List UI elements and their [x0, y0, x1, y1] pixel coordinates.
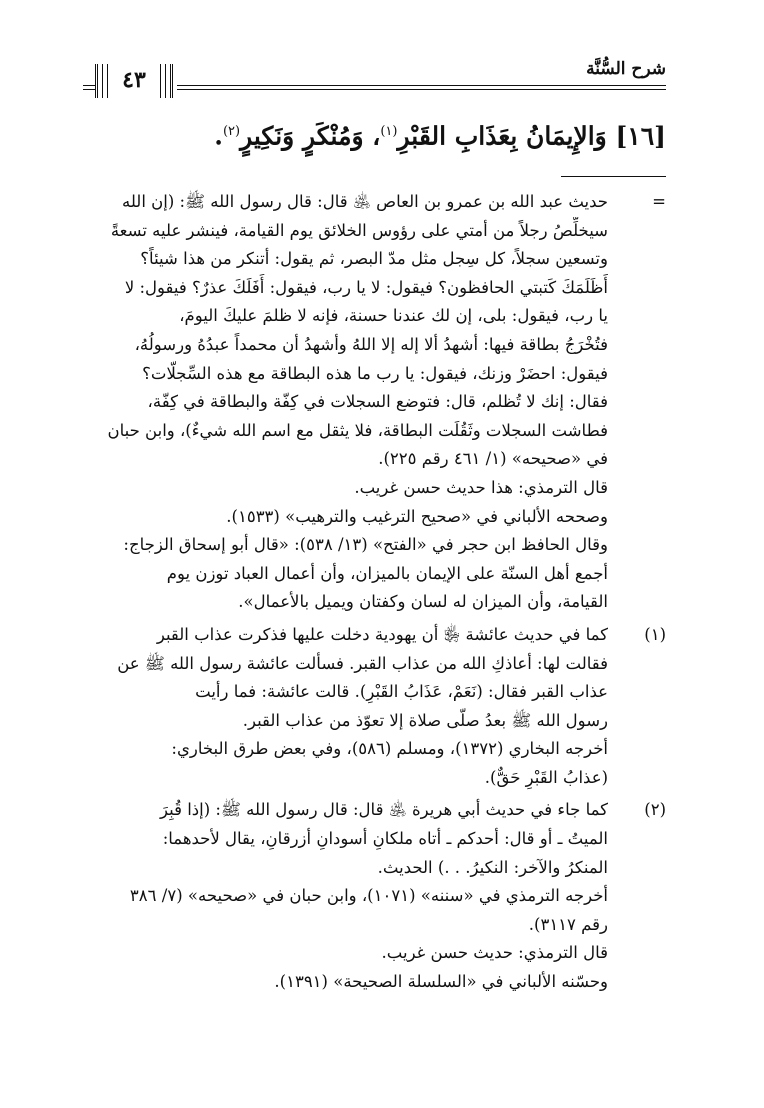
footnote-ref-2: (٢) — [222, 124, 241, 139]
footnote-continued — [92, 188, 666, 617]
footnote-line: فقالت لها: أعاذكِ الله من عذاب القبر. فسألت عائشة رسول الله ﷺ عن — [117, 653, 608, 673]
header-rule-tail — [83, 85, 95, 90]
footnotes — [92, 188, 666, 997]
footnote-line: حديث عبد الله بن عمرو بن العاص ﵁ قال: قال رسول الله ﷺ: (إن الله — [122, 192, 608, 211]
footnote-ref-1: (١) — [380, 124, 398, 139]
statement-end: . — [214, 121, 223, 151]
footnote-divider — [561, 176, 666, 177]
footnote-line: سيخلِّصُ رجلاً من أمتي على رؤوس الخلائق يوم القيامة، فينشر عليه تسعةً — [110, 220, 608, 240]
footnote-1 — [92, 621, 666, 793]
footnote-line: فقال: إنك لا تُظلم، قال: فتوضع السجلات في كِفّة والبطاقة في كِفّة، — [147, 392, 608, 412]
footnote-marker: (١) — [644, 624, 666, 644]
footnote-line: وتسعين سجلاً، كل سِجل مثل مدّ البصر، ثم يقول: أتنكر من هذا شيئاً؟ — [140, 249, 608, 269]
footnote-marker: (٢) — [644, 800, 666, 820]
footnote-line: أخرجه البخاري (١٣٧٢)، ومسلم (٥٨٦)، وفي بعض طرق البخاري: — [171, 739, 608, 759]
footnote-line: القيامة، وأن الميزان له لسان وكفتان ويميل بالأعمال». — [238, 592, 608, 612]
main-statement — [95, 112, 666, 156]
footnote-line: (عذابُ القَبْرِ حَقٌّ). — [484, 767, 608, 787]
page-number: ٤٣ — [122, 67, 146, 93]
page-number-box — [95, 64, 173, 98]
footnote-line: الميتُ ـ أو قال: أحدكم ـ أتاه ملكانِ أسودانِ أزرقانِ، يقال لأحدهما: — [162, 829, 608, 849]
footnote-line: أجمع أهل السنّة على الإيمان بالميزان، وأن أعمال العباد توزن يوم — [166, 563, 608, 583]
footnote-line: فيقول: احضَرْ وزنك، فيقول: يا رب ما هذه البطاقة مع هذه السِّجلّات؟ — [142, 363, 608, 383]
header-rule — [177, 85, 666, 90]
footnote-line: فتُخْرَجُ بطاقة فيها: أشهدُ ألا إله إلا اللهُ وأشهدُ أن محمداً عبدُهُ ورسولُهُ، — [134, 334, 608, 354]
footnote-line: في «صحيحه» (١/ ٤٦١ رقم ٢٢٥). — [378, 449, 608, 469]
footnote-line: يا رب، فيقول: بلى، إن لك عندنا حسنة، فإنه لا ظلمَ عليكَ اليومَ، — [179, 306, 608, 326]
footnote-2 — [92, 796, 666, 996]
statement-number: [١٦] — [615, 121, 666, 151]
footnote-marker: = — [652, 192, 666, 211]
footnote-line: فطاشت السجلات وثَقُلَت البطاقة، فلا يثقل مع اسم الله شيءٌ)، وابن حبان — [107, 420, 608, 440]
footnote-line: عذاب القبر فقال: (نَعَمْ، عَذَابُ القَبْرِ). قالت عائشة: فما رأيت — [195, 682, 608, 702]
footnote-line: وحسّنه الألباني في «السلسلة الصحيحة» (١٣٩١). — [274, 972, 608, 992]
footnote-line: وقال الحافظ ابن حجر في «الفتح» (١٣/ ٥٣٨): «قال أبو إسحاق الزجاج: — [123, 535, 608, 555]
running-title: شرح السُّنَّة — [586, 59, 666, 79]
footnote-line: وصححه الألباني في «صحيح الترغيب والترهيب» (١٥٣٣). — [226, 506, 608, 526]
footnote-line: أخرجه الترمذي في «سننه» (١٠٧١)، وابن حبان في «صحيحه» (٧/ ٣٨٦ — [129, 886, 608, 906]
footnote-line: قال الترمذي: حديث حسن غريب. — [381, 943, 608, 963]
footnote-line: رقم ٣١١٧). — [528, 914, 608, 934]
statement-text-part1: وَالإِيمَانُ بِعَذَابِ القَبْرِ — [397, 121, 607, 151]
footnote-line: كما جاء في حديث أبي هريرة ﵁ قال: قال رسول الله ﷺ: (إذا قُبِرَ — [159, 800, 608, 820]
page-header — [95, 58, 666, 102]
statement-text-part2: ، وَمُنْكَرٍ وَنَكِيرٍ — [240, 121, 381, 151]
footnote-line: أَظَلَمَكَ كَتبتي الحافظون؟ فيقول: لا يا رب، فيقول: أَفَلَكَ عذرٌ؟ فيقول: لا — [124, 277, 608, 297]
footnote-line: المنكرُ والآخر: النكيرُ. . .) الحديث. — [377, 857, 608, 877]
footnote-line: قال الترمذي: هذا حديث حسن غريب. — [354, 477, 608, 497]
footnote-line: رسول الله ﷺ بعدُ صلّى صلاة إلا تعوّذ من عذاب القبر. — [242, 710, 608, 730]
footnote-line: كما في حديث عائشة ﵂ أن يهودية دخلت عليها فذكرت عذاب القبر — [156, 624, 608, 644]
